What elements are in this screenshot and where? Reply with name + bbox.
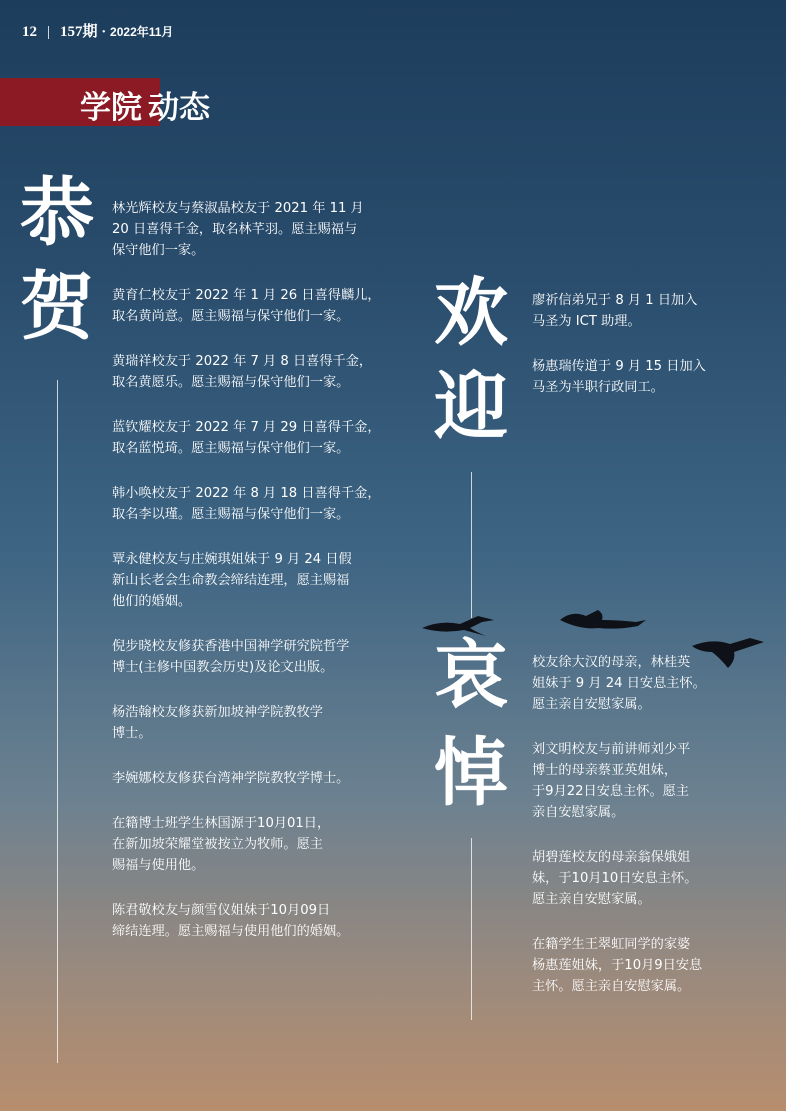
congrats-list — [112, 198, 422, 966]
news-item-line: 在籍学生王翠虹同学的家婆 — [532, 937, 691, 952]
welcome-heading-char-1: 欢 — [434, 270, 508, 356]
news-item — [112, 198, 422, 261]
news-item — [532, 847, 772, 910]
issue-number: 157期 — [60, 24, 98, 40]
news-item-line: 林光辉校友与蔡淑晶校友于 2021 年 11 月 — [112, 201, 364, 216]
condolence-heading-char-1: 哀 — [434, 632, 508, 718]
news-item — [112, 813, 422, 876]
issue-date: 2022年11月 — [110, 25, 174, 39]
news-item-line: 取名黄尚意。愿主赐福与保守他们一家。 — [112, 309, 350, 324]
news-item-line: 在新加坡荣耀堂被按立为牧师。愿主 — [112, 837, 323, 852]
section-title — [80, 82, 210, 127]
news-item-line: 缔结连理。愿主赐福与使用他们的婚姻。 — [112, 924, 350, 939]
condolence-list — [532, 652, 772, 1021]
news-item — [112, 768, 422, 789]
news-item-line: 倪步晓校友修获香港中国神学研究院哲学 — [112, 639, 350, 654]
news-item — [112, 483, 422, 525]
news-item-line: 黄育仁校友于 2022 年 1 月 26 日喜得麟儿， — [112, 288, 381, 303]
news-item-line: 愿主亲自安慰家属。 — [532, 892, 651, 907]
news-item-line: 杨惠莲姐妹，于10月9日安息 — [532, 958, 703, 973]
congrats-divider-line — [57, 380, 58, 1063]
news-item-line: 亲自安慰家属。 — [532, 805, 625, 820]
news-item — [532, 652, 772, 715]
news-item-line: 取名李以瑾。愿主赐福与保守他们一家。 — [112, 507, 350, 522]
news-item — [532, 934, 772, 997]
news-item-line: 覃永健校友与庄婉琪姐妹于 9 月 24 日假 — [112, 552, 352, 567]
news-item-line: 韩小唤校友于 2022 年 8 月 18 日喜得千金， — [112, 486, 381, 501]
news-item — [112, 285, 422, 327]
news-item — [532, 739, 772, 823]
news-item-line: 杨惠瑞传道于 9 月 15 日加入 — [532, 359, 706, 374]
news-item-line: 校友徐大汉的母亲，林桂英 — [532, 655, 691, 670]
news-item-line: 保守他们一家。 — [112, 243, 205, 258]
news-item-line: 取名蓝悦琦。愿主赐福与保守他们一家。 — [112, 441, 350, 456]
news-item-line: 姐妹于 9 月 24 日安息主怀。 — [532, 676, 706, 691]
news-item-line: 陈君敬校友与颜雪仪姐妹于10月09日 — [112, 903, 331, 918]
news-item — [112, 417, 422, 459]
news-item-line: 马圣为半职行政同工。 — [532, 380, 664, 395]
news-item — [532, 356, 762, 398]
news-item-line: 博士的母亲蔡亚英姐妹， — [532, 763, 678, 778]
section-title-part1: 学院 — [80, 90, 142, 126]
flying-goose-icon — [558, 606, 648, 638]
news-item-line: 马圣为 ICT 助理。 — [532, 314, 641, 329]
news-item-line: 博士(主修中国教会历史)及论文出版。 — [112, 660, 334, 675]
condolence-divider-line — [471, 838, 472, 1020]
header-divider: | — [47, 24, 51, 40]
welcome-heading-char-2: 迎 — [434, 364, 508, 450]
section-title-part2: 动态 — [148, 90, 210, 126]
congrats-heading-char-1: 恭 — [20, 170, 94, 256]
news-item — [112, 549, 422, 612]
news-item-line: 胡碧莲校友的母亲翁保娥姐 — [532, 850, 691, 865]
news-item-line: 愿主亲自安慰家属。 — [532, 697, 651, 712]
news-item-line: 他们的婚姻。 — [112, 594, 192, 609]
news-item-line: 蓝钦耀校友于 2022 年 7 月 29 日喜得千金， — [112, 420, 381, 435]
news-item — [112, 351, 422, 393]
congrats-heading-char-2: 贺 — [20, 264, 94, 350]
header-dot: · — [101, 24, 107, 40]
news-item-line: 20 日喜得千金，取名林芊羽。愿主赐福与 — [112, 222, 358, 237]
page-header — [22, 20, 173, 41]
welcome-divider-line — [471, 472, 472, 618]
news-item-line: 李婉娜校友修获台湾神学院教牧学博士。 — [112, 771, 350, 786]
news-item-line: 妹，于10月10日安息主怀。 — [532, 871, 698, 886]
news-item-line: 在籍博士班学生林国源于10月01日， — [112, 816, 331, 831]
news-item-line: 黄瑞祥校友于 2022 年 7 月 8 日喜得千金， — [112, 354, 373, 369]
news-item — [112, 702, 422, 744]
page-number: 12 — [22, 24, 37, 40]
news-item-line: 于9月22日安息主怀。愿主 — [532, 784, 690, 799]
news-item — [112, 900, 422, 942]
condolence-heading-char-2: 悼 — [434, 730, 508, 816]
news-item-line: 刘文明校友与前讲师刘少平 — [532, 742, 691, 757]
news-item-line: 廖祈信弟兄于 8 月 1 日加入 — [532, 293, 698, 308]
news-item-line: 赐福与使用他。 — [112, 858, 205, 873]
news-item-line: 博士。 — [112, 726, 152, 741]
news-item — [532, 290, 762, 332]
news-item-line: 取名黄愿乐。愿主赐福与保守他们一家。 — [112, 375, 350, 390]
news-item-line: 新山长老会生命教会缔结连理，愿主赐福 — [112, 573, 350, 588]
news-item-line: 主怀。愿主亲自安慰家属。 — [532, 979, 691, 994]
welcome-list — [532, 290, 762, 422]
news-item-line: 杨浩翰校友修获新加坡神学院教牧学 — [112, 705, 323, 720]
news-item — [112, 636, 422, 678]
